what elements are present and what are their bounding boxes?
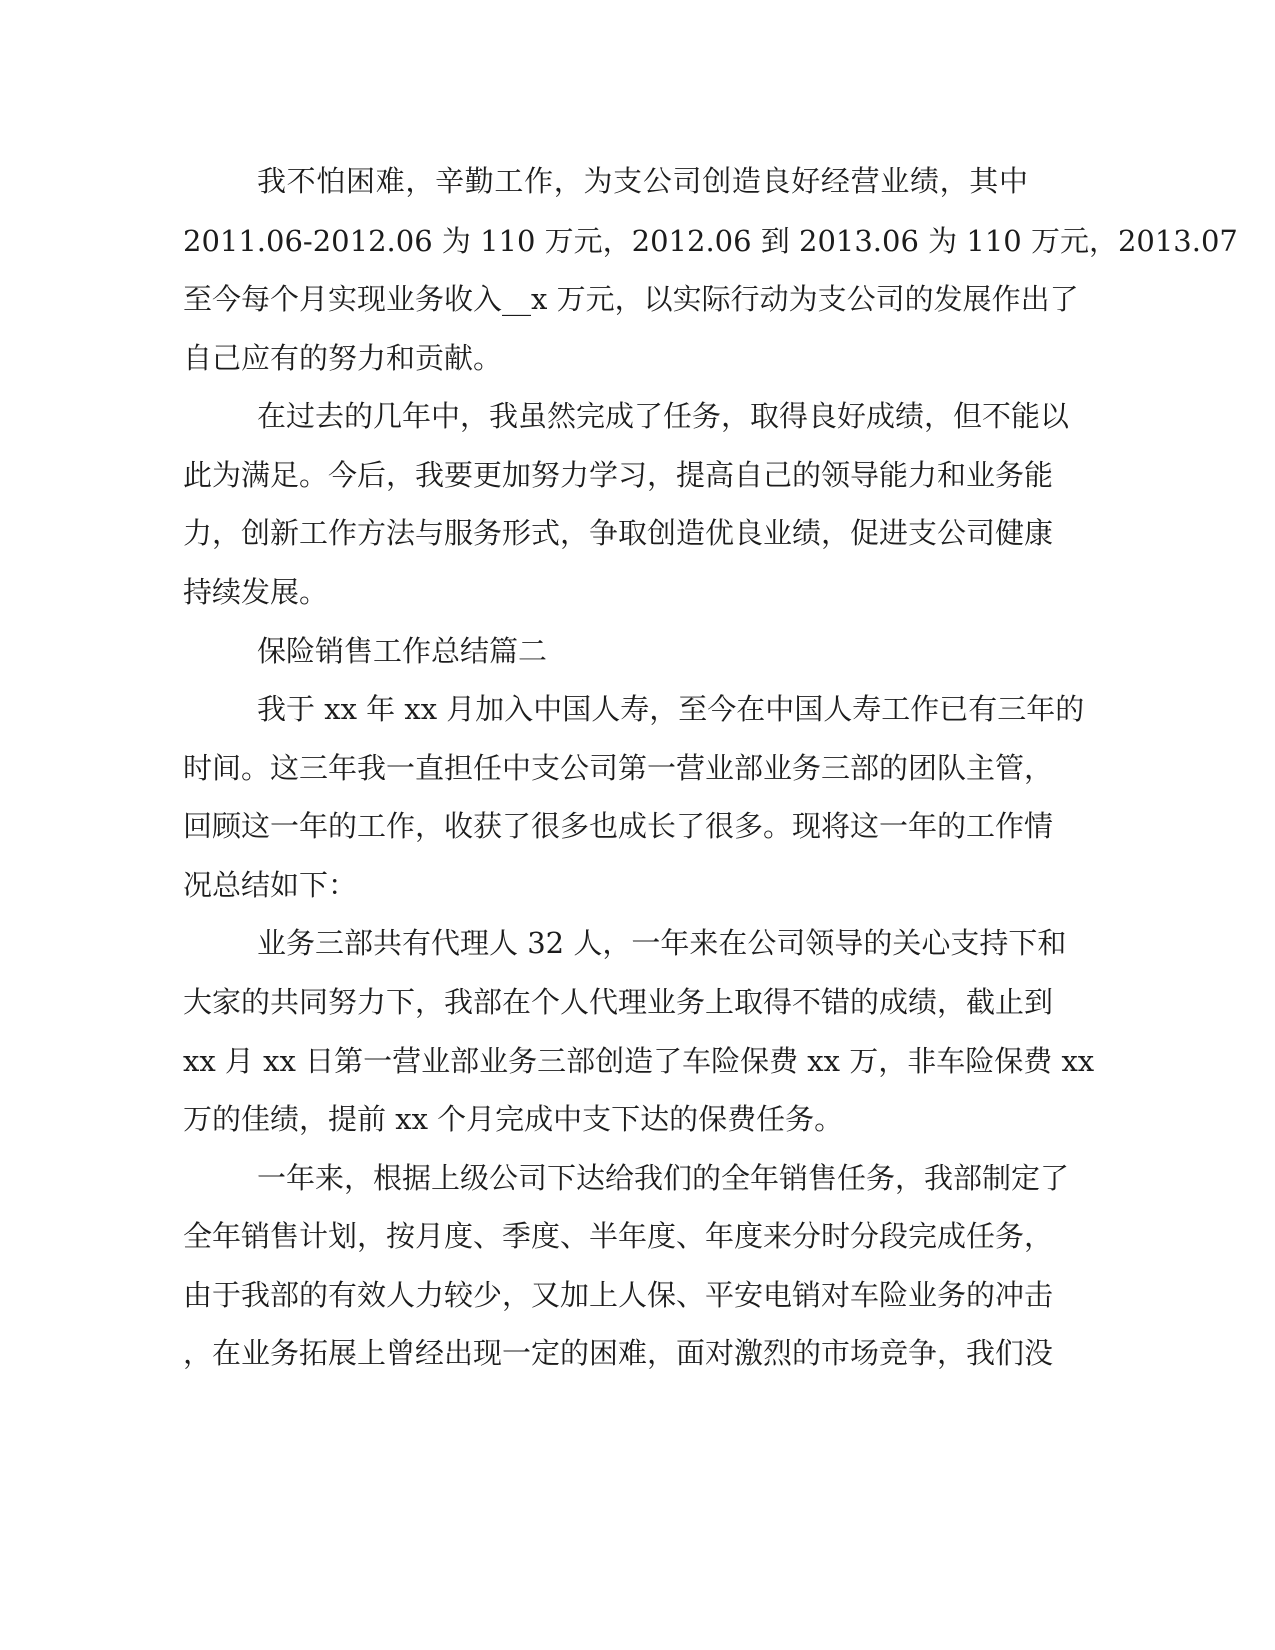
text-line: 由于我部的有效人力较少，又加上人保、平安电销对车险业务的冲击 [183, 1278, 1054, 1312]
text-line: 业务三部共有代理人 32 人，一年来在公司领导的关心支持下和 [257, 926, 1067, 960]
text-line: 一年来，根据上级公司下达给我们的全年销售任务，我部制定了 [257, 1161, 1070, 1195]
text-line: 此为满足。今后，我要更加努力学习，提高自己的领导能力和业务能 [183, 458, 1054, 492]
text-line: xx 月 xx 日第一营业部业务三部创造了车险保费 xx 万，非车险保费 xx [183, 1044, 1095, 1078]
text-line: 万的佳绩，提前 xx 个月完成中支下达的保费任务。 [183, 1102, 844, 1136]
text-line: 况总结如下： [183, 868, 358, 902]
text-line: 在过去的几年中，我虽然完成了任务，取得良好成绩，但不能以 [257, 399, 1070, 433]
text-line: 我不怕困难，辛勤工作，为支公司创造良好经营业绩，其中 [257, 164, 1028, 198]
text-line: 力，创新工作方法与服务形式，争取创造优良业绩，促进支公司健康 [183, 516, 1054, 550]
text-line: 2011.06-2012.06 为 110 万元，2012.06 到 2013.06 为 110 万元，2013.07 [183, 224, 1238, 258]
text-line: 大家的共同努力下，我部在个人代理业务上取得不错的成绩，截止到 [183, 985, 1054, 1019]
text-line: 至今每个月实现业务收入__x 万元，以实际行动为支公司的发展作出了 [183, 282, 1079, 316]
text-line: 自己应有的努力和贡献。 [183, 341, 503, 375]
text-line: 回顾这一年的工作，收获了很多也成长了很多。现将这一年的工作情 [183, 809, 1054, 843]
section-heading: 保险销售工作总结篇二 [257, 634, 548, 668]
text-line: 时间。这三年我一直担任中支公司第一营业部业务三部的团队主管， [183, 751, 1054, 785]
text-line: 我于 xx 年 xx 月加入中国人寿，至今在中国人寿工作已有三年的 [257, 692, 1085, 726]
text-line: 持续发展。 [183, 575, 329, 609]
text-line: 全年销售计划，按月度、季度、半年度、年度来分时分段完成任务， [183, 1219, 1054, 1253]
text-line: ，在业务拓展上曾经出现一定的困难，面对激烈的市场竞争，我们没 [183, 1336, 1054, 1370]
